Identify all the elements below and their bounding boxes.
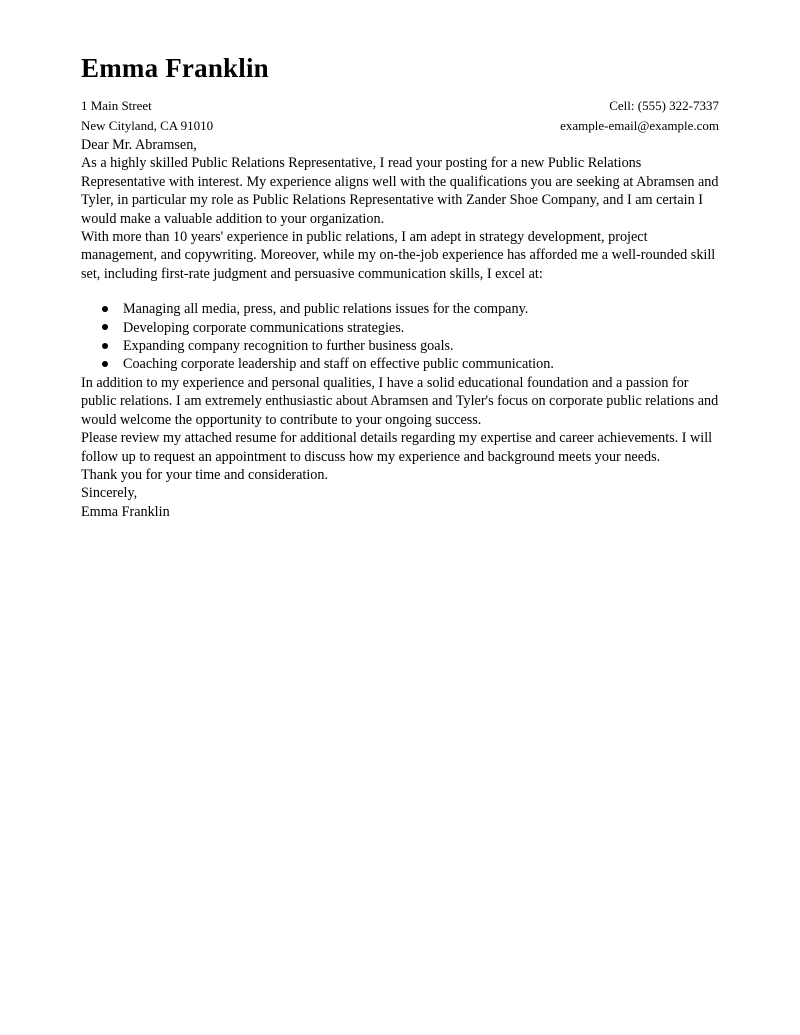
paragraph-education: In addition to my experience and personal qualities, I have a solid educational foundation and a passion for public relations. I am extremely enthusiastic about Abramsen and Tyler's focus on corporate public relations and would welcome the opportunity to contribute to your ongoing success. bbox=[81, 374, 719, 428]
paragraph-intro: As a highly skilled Public Relations Representative, I read your posting for a new Public Relations Representative with interest. My experience aligns well with the qualifications you are seeking at Abramsen and Tyler, in particular my role as Public Relations Representative with Zander Shoe Company, and I am certain I would make a valuable addition to your organization. bbox=[81, 155, 719, 227]
applicant-name: Emma Franklin bbox=[81, 53, 269, 83]
bullet-icon bbox=[102, 306, 108, 312]
bullet-icon bbox=[102, 324, 108, 330]
closing: Sincerely, bbox=[81, 485, 138, 502]
paragraph-experience: With more than 10 years' experience in public relations, I am adept in strategy development, project management, and copywriting. Moreover, while my on-the-job experience has afforded me a well-rounded skill set, including first-rate judgment and persuasive communication skills, I excel at: bbox=[81, 229, 716, 282]
skills-list bbox=[81, 300, 719, 374]
address-line-1: 1 Main Street bbox=[81, 98, 152, 113]
letter-body bbox=[81, 136, 719, 521]
list-item bbox=[81, 337, 719, 355]
email-address: example-email@example.com bbox=[560, 118, 719, 133]
paragraph-thanks: Thank you for your time and consideration. bbox=[81, 466, 329, 483]
salutation: Dear Mr. Abramsen, bbox=[81, 137, 197, 153]
list-item-text: Coaching corporate leadership and staff on effective public communication. bbox=[123, 356, 554, 373]
list-item bbox=[81, 300, 719, 318]
address-line-2: New Cityland, CA 91010 bbox=[81, 118, 214, 133]
list-item-text: Developing corporate communications strategies. bbox=[123, 319, 405, 336]
contact-row-2 bbox=[81, 116, 719, 136]
contact-block bbox=[81, 96, 719, 136]
bullet-icon bbox=[102, 361, 108, 367]
signature-name: Emma Franklin bbox=[81, 503, 170, 520]
list-item-text: Managing all media, press, and public relations issues for the company. bbox=[123, 301, 529, 318]
list-item bbox=[81, 355, 719, 373]
paragraph-followup: Please review my attached resume for additional details regarding my expertise and career achievements. I will follow up to request an appointment to discuss how my experience and background meets your needs. bbox=[81, 430, 713, 465]
cover-letter-page bbox=[81, 52, 719, 521]
list-item-text: Expanding company recognition to further business goals. bbox=[123, 338, 454, 355]
contact-row-1 bbox=[81, 96, 719, 116]
list-item bbox=[81, 319, 719, 337]
phone-number: Cell: (555) 322-7337 bbox=[609, 98, 719, 113]
bullet-icon bbox=[102, 343, 108, 349]
